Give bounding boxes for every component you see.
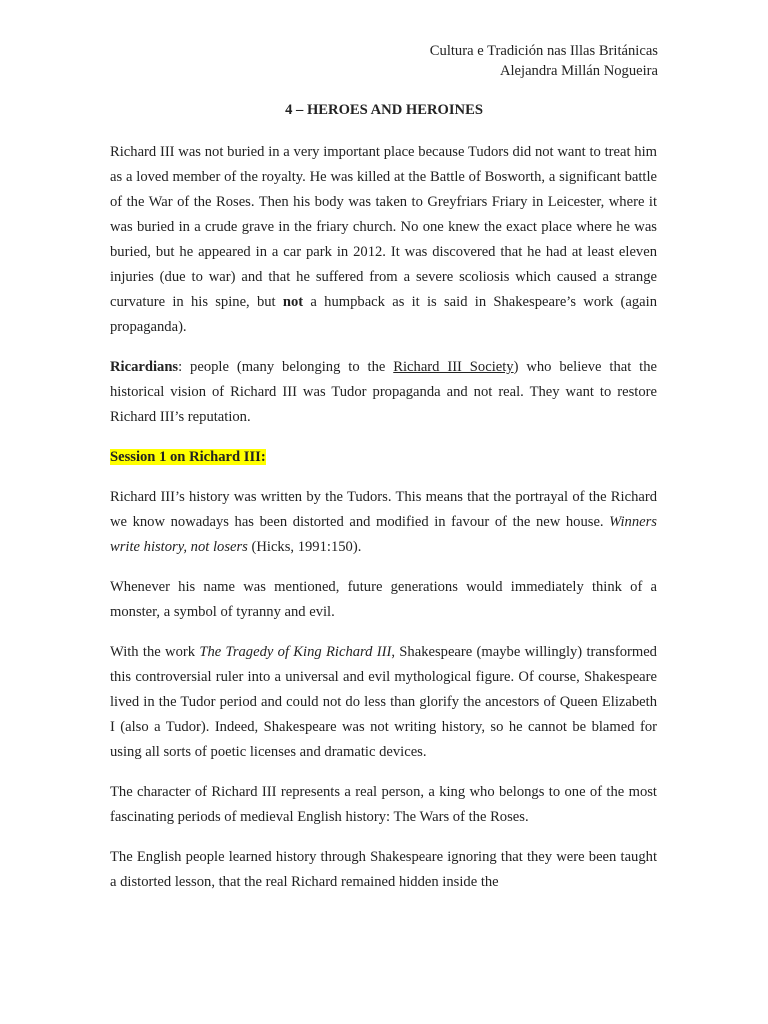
paragraph-ricardians (110, 355, 657, 430)
shakespeare-text-a: With the work (110, 644, 200, 660)
document-body (110, 140, 657, 910)
shakespeare-work-title: The Tragedy of King Richard III (199, 644, 392, 660)
tudor-history-text-a: Richard III’s history was written by the Tudors. This means that the portrayal of the Richard we know nowadays has been distorted and modified in favour of the new house. (110, 489, 657, 530)
shakespeare-text-b: , Shakespeare (maybe willingly) transformed this controversial ruler into a universal and evil mythological figure. Of course, Shakespeare lived in the Tudor period and could not do less than glorify the ancestors of Queen Elizabeth I (also a Tudor). Indeed, Shakespeare was not writing history, so he cannot be blamed for using all sorts of poetic licenses and dramatic devices. (110, 644, 657, 760)
ricardians-text-b: ) who believe that the historical vision of Richard III was Tudor propaganda and not real. They want to restore Richard III’s reputation. (110, 359, 657, 425)
paragraph-burial-bold: not (282, 294, 304, 310)
header-course-title: Cultura e Tradición nas Illas Británicas (429, 43, 658, 59)
paragraph-shakespeare (110, 640, 657, 765)
richard-iii-society-link[interactable]: Richard III Society (393, 359, 514, 375)
session-heading: Session 1 on Richard III: (110, 449, 266, 465)
page-header (430, 41, 658, 81)
section-title: 4 – HEROES AND HEROINES (285, 102, 483, 118)
ricardians-text-a: : people (many belonging to the (178, 359, 394, 375)
paragraph-burial (110, 140, 657, 340)
paragraph-burial-end: a humpback as it is said in Shakespeare’s work (again propaganda). (110, 294, 658, 335)
tudor-history-quote: Winners write history, not losers (110, 514, 657, 555)
paragraph-monster: Whenever his name was mentioned, future generations would immediately think of a monster, a symbol of tyranny and evil. (110, 579, 657, 620)
header-author-name: Alejandra Millán Nogueira (499, 63, 658, 79)
ricardians-term: Ricardians (110, 359, 179, 375)
paragraph-tudor-history (110, 485, 657, 560)
paragraph-distorted-lesson: The English people learned history through Shakespeare ignoring that they were been taught a distorted lesson, that the real Richard remained hidden inside the (110, 849, 657, 890)
session-heading-paragraph (110, 445, 657, 470)
paragraph-burial-text: Richard III was not buried in a very important place because Tudors did not want to treat him as a loved member of the royalty. He was killed at the Battle of Bosworth, a significant battle of the War of the Roses. Then his body was taken to Greyfriars Friary in Leicester, where it was buried in a crude grave in the friary church. No one knew the exact place where he was buried, but he appeared in a car park in 2012. It was discovered that he had at least eleven injuries (due to war) and that he suffered from a severe scoliosis which caused a strange curvature in his spine, but (110, 144, 657, 310)
tudor-history-text-b: (Hicks, 1991:150). (247, 539, 362, 555)
paragraph-wars-of-roses: The character of Richard III represents a real person, a king who belongs to one of the most fascinating periods of medieval English history: The Wars of the Roses. (110, 784, 657, 825)
